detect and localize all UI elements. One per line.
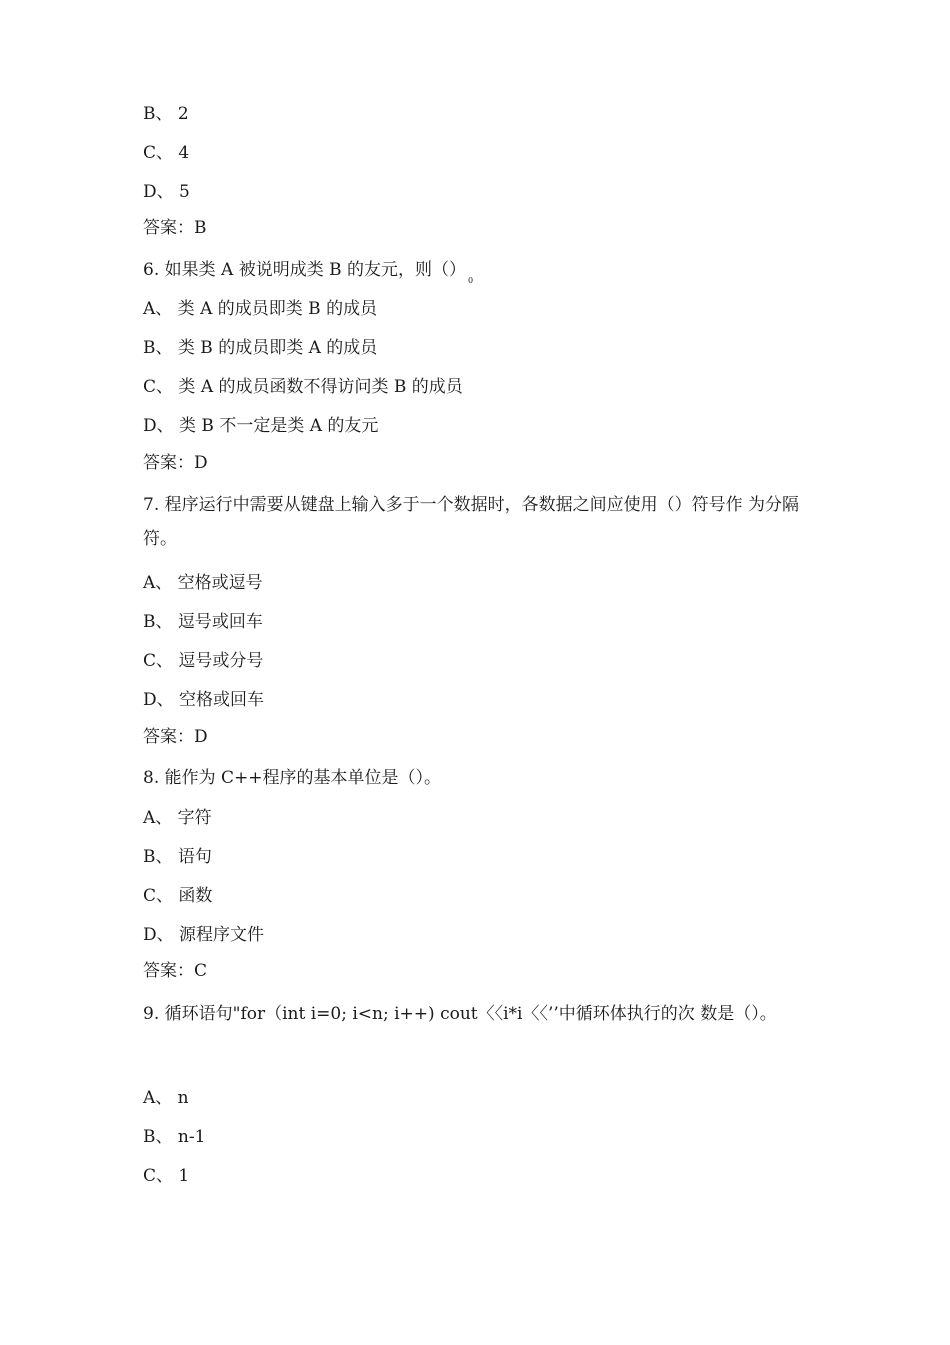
option-c: C、 1 xyxy=(143,1166,190,1186)
option-a: A、 类 A 的成员即类 B 的成员 xyxy=(143,299,378,319)
option-d: D、 5 xyxy=(143,182,190,202)
answer: 答案：B xyxy=(143,218,207,238)
option-b: B、 语句 xyxy=(143,847,212,867)
option-a: A、 空格或逗号 xyxy=(143,573,263,593)
option-c: C、 4 xyxy=(143,143,190,163)
question-8: 8. 能作为 C++程序的基本单位是（）。 xyxy=(143,768,442,788)
option-d: D、 空格或回车 xyxy=(143,690,265,710)
option-b: B、 n-1 xyxy=(143,1127,206,1147)
question-6-text: 6. 如果类 A 被说明成类 B 的友元，则（） xyxy=(143,260,467,280)
option-b: B、 2 xyxy=(143,104,189,124)
option-b: B、 逗号或回车 xyxy=(143,612,263,632)
question-9: 9. 循环语句"for（int i=0; i<n; i++) cout〈〈i*i〈〈’’中循环体执行的次 数是（）。 xyxy=(143,1004,777,1024)
option-c: C、 逗号或分号 xyxy=(143,651,264,671)
option-b: B、 类 B 的成员即类 A 的成员 xyxy=(143,338,378,358)
option-d: D、 源程序文件 xyxy=(143,925,265,945)
answer: 答案：C xyxy=(143,961,208,981)
option-a: A、 字符 xyxy=(143,808,212,828)
option-d: D、 类 B 不一定是类 A 的友元 xyxy=(143,416,379,436)
question-6-mark: 0 xyxy=(468,276,474,285)
answer: 答案：D xyxy=(143,453,208,473)
option-c: C、 函数 xyxy=(143,886,213,906)
option-a: A、 n xyxy=(143,1088,189,1108)
question-6 xyxy=(143,259,473,292)
option-c: C、 类 A 的成员函数不得访问类 B 的成员 xyxy=(143,377,463,397)
question-7: 7. 程序运行中需要从键盘上输入多于一个数据时，各数据之间应使用（）符号作 为分隔符。 xyxy=(143,495,800,549)
answer: 答案：D xyxy=(143,727,208,747)
